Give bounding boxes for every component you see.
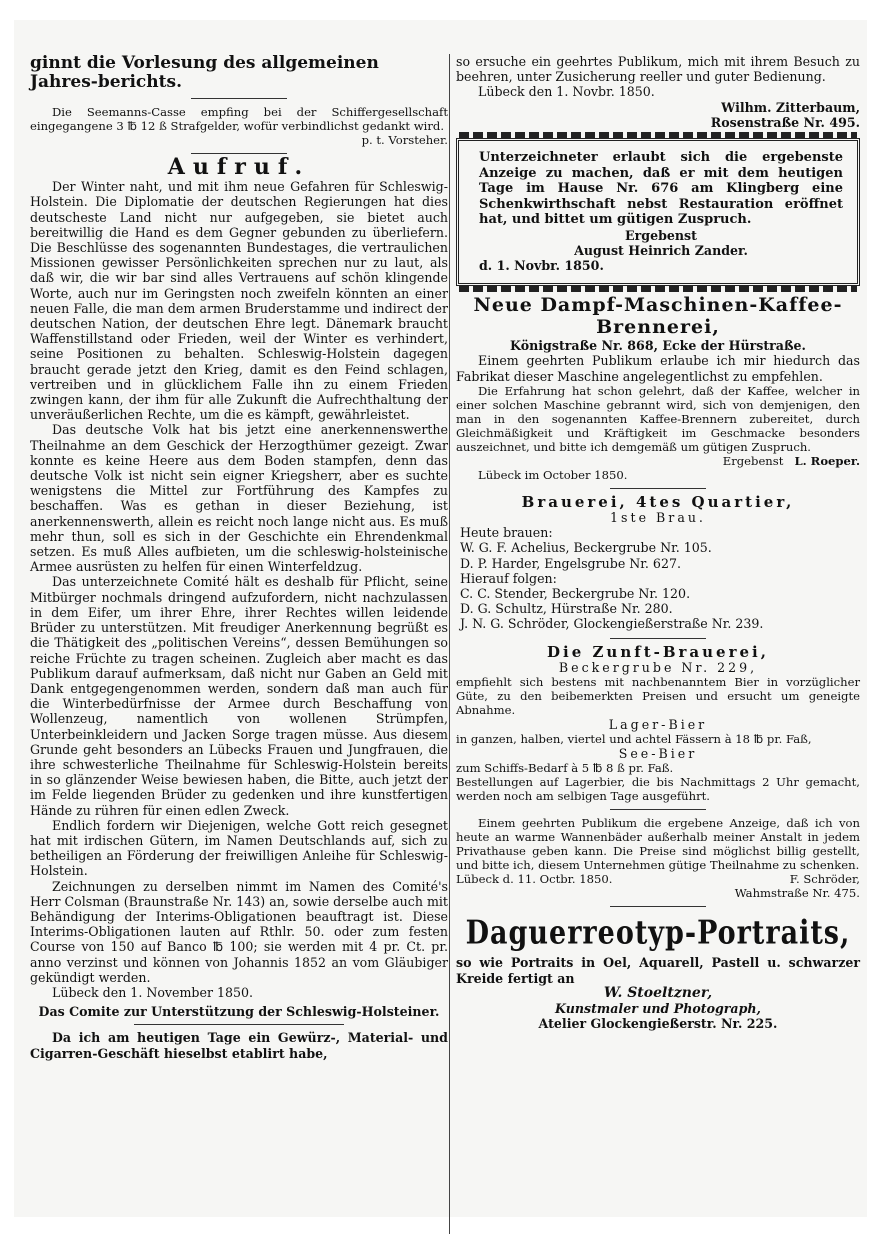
gewuerz-ad-continuation: so ersuche ein geehrtes Publikum, mich mit ihrem Besuch zu beehren, unter Zusicherung reeller und guter Bedienung. bbox=[456, 54, 860, 85]
brauerei-folgen-item: J. N. G. Schröder, Glockengießerstraße Nr. 239. bbox=[460, 616, 764, 632]
kaffee-ad-date: Lübeck im October 1850. bbox=[478, 467, 628, 482]
zander-ad-text: Unterzeichneter erlaubt sich die ergebenste Anzeige zu machen, daß er mit dem heutigen Tage im Hause Nr. 676 am Klingberg eine Schenkwirthschaft nebst Restauration eröffnet hat, und bittet um gütigen Zuspruch. bbox=[479, 150, 843, 228]
lager-bier-title: Lager-Bier bbox=[608, 716, 708, 732]
separator bbox=[610, 906, 706, 907]
bad-ad-text: Einem geehrten Publikum die ergebene Anzeige, daß ich von heute an warme Wannenbäder außerhalb meiner Anstalt in jedem Privathause geben kann. Die Preise sind möglichst billig gestellt, und bitte ich, diesem Unternehmen gütige Theilnahme zu schenken. bbox=[456, 816, 860, 873]
kaffee-ad-paragraph-2: Die Erfahrung hat schon gelehrt, daß der Kaffee, welcher in einer solchen Maschine gebrannt wird, sich von demjenigen, den man in den sogenannten Kaffee-Brennern zubereitet, durch Gleichmäßigkeit und Kräftigkeit im Geschmacke besonders auszeichnet, und bitte ich demgemäß um gütigen Zuspruch. bbox=[456, 383, 860, 454]
aufruf-date: Lübeck den 1. November 1850. bbox=[52, 984, 254, 1000]
daguerreotyp-title: Daguerreotyp-Portraits, bbox=[465, 915, 851, 953]
right-column bbox=[456, 54, 860, 1031]
seemann-signature: p. t. Vorsteher. bbox=[361, 133, 448, 147]
aufruf-paragraph-1: Der Winter naht, und mit ihm neue Gefahren für Schleswig-Holstein. Die Diplomatie der deutschen Regierungen hat dies deutscheste Land nicht nur aufgegeben, sie bietet auch bereitwillig die Hand es dem Gegner gebunden zu überliefern. Die Beschlüsse des sogenannten Bundestages, die vertraulichen Missionen gewisser Persönlichkeiten sprechen nur zu laut, als daß wir, die wir bar sind alles Vertrauens auf schön klingende Worte, auch nur im Geringsten noch zweifeln könnten an einer neuen Falle, die man dem armen Bruderstamme und indirect der deutschen Nation, der deutschen Ehre legt. Dänemark braucht Waffenstillstand oder Frieden, weil der Winter es verhindert, seine Positionen zu behalten. Schleswig-Holstein dagegen braucht gerade jetzt den Krieg, damit es den Feind schlagen, vertreiben und in glücklichem Falle ihn zu einem Frieden zwingen kann, der ihm für alle Zukunft die Aufrechthaltung der unveräußerlichen Rechte, um die es kämpft, gewährleistet. bbox=[30, 179, 448, 423]
newspaper-page bbox=[14, 20, 867, 1217]
kaffee-ad-sign-name: L. Roeper. bbox=[794, 453, 860, 468]
brauerei-folgen-item: D. G. Schultz, Hürstraße Nr. 280. bbox=[460, 601, 673, 617]
brauerei-heute-item: W. G. F. Achelius, Beckergrube Nr. 105. bbox=[460, 540, 712, 556]
report-continuation: ginnt die Vorlesung des allgemeinen Jahres-berichts. bbox=[30, 53, 379, 92]
daguerreotyp-name: W. Stoeltzner, bbox=[603, 984, 713, 1001]
gewuerz-ad-signature-address: Rosenstraße Nr. 495. bbox=[710, 114, 860, 130]
gewuerz-ad-start: Da ich am heutigen Tage ein Gewürz-, Material- und Cigarren-Geschäft hieselbst etablirt habe, bbox=[30, 1030, 448, 1061]
zunft-address: Beckergrube Nr. 229, bbox=[558, 659, 758, 675]
aufruf-paragraph-4: Endlich fordern wir Diejenigen, welche Gott reich gesegnet hat mit irdischen Gütern, im Namen Deutschlands auf, sich zu betheiligen an Förderung der freiwilligen Anleihe für Schleswig-Holstein. bbox=[30, 817, 448, 879]
kaffee-ad-title: Neue Dampf-Maschinen-Kaffee-Brennerei, bbox=[473, 294, 843, 339]
kaffee-ad-paragraph-1: Einem geehrten Publikum erlaube ich mir hiedurch das Fabrikat dieser Maschine angelegentlichst zu empfehlen. bbox=[456, 353, 860, 384]
see-bier-title: See-Bier bbox=[618, 746, 698, 762]
brauerei-folgen-item: C. C. Stender, Beckergrube Nr. 120. bbox=[460, 585, 691, 601]
zander-ad-name: August Heinrich Zander. bbox=[574, 242, 748, 258]
bad-ad-date: Lübeck d. 11. Octbr. 1850. bbox=[456, 872, 613, 887]
bad-ad-date-line bbox=[456, 872, 860, 886]
bad-ad-sign-address: Wahmstraße Nr. 475. bbox=[734, 886, 860, 901]
separator bbox=[610, 638, 706, 639]
separator bbox=[610, 488, 706, 489]
brauerei-folgen-label: Hierauf folgen: bbox=[460, 570, 557, 586]
bad-ad-sign-name: F. Schröder, bbox=[789, 872, 860, 887]
column-divider bbox=[449, 54, 450, 1234]
aufruf-heading: Aufruf. bbox=[167, 154, 311, 180]
aufruf-paragraph-3: Das unterzeichnete Comité hält es deshalb für Pflicht, seine Mitbürger nochmals dringend aufzufordern, nicht nachzulassen in dem Eifer, um ihrer Ehre, ihrer Rechtes willen leidende Brüder zu unterstützen. Mit freudiger Anerkennung begrüßt es die Thätigkeit des „politischen Vereins“, dessen Bemühungen so reiche Früchte zu tragen scheinen. Zugleich aber macht es das Publikum darauf aufmerksam, daß nicht nur Gaben an Geld mit Dank entgegengenommen werden, sondern daß man auch für die Winterbedürfnisse der Armee durch Beschaffung von Wollenzeug, namentlich von wollenen Strümpfen, Unterbeinkleidern und Jacken Sorge tragen müsse. Aus diesem Grunde geht besonders an Lübecks Frauen und Jungfrauen, die ihre schwesterliche Theilnahme für Schleswig-Holstein bereits in so glänzender Weise bewiesen haben, die Bitte, auch jetzt der im Felde liegenden Brüder zu gedenken und ihre kunstfertigen Hände zu rühren für einen edlen Zweck. bbox=[30, 574, 448, 818]
zunft-intro: empfiehlt sich bestens mit nachbenanntem Bier in vorzüglicher Güte, zu den beibemerkten Preisen und ersucht um geneigte Abnahme. bbox=[456, 674, 860, 717]
see-bier-text: zum Schiffs-Bedarf à 5 ℔ 8 ß pr. Faß. bbox=[456, 761, 674, 776]
gewuerz-ad-date: Lübeck den 1. Novbr. 1850. bbox=[478, 84, 655, 100]
separator bbox=[134, 1024, 344, 1025]
kaffee-ad-ergebenst: Ergebenst bbox=[722, 453, 784, 468]
zander-ad-date: d. 1. Novbr. 1850. bbox=[479, 257, 604, 273]
zander-ad-box bbox=[456, 138, 860, 286]
zunft-title: Die Zunft-Brauerei, bbox=[547, 642, 769, 661]
brauerei-title: Brauerei, 4tes Quartier, bbox=[521, 492, 795, 511]
daguerreotyp-address: Atelier Glockengießerstr. Nr. 225. bbox=[538, 1016, 778, 1032]
aufruf-paragraph-5: Zeichnungen zu derselben nimmt im Namen des Comité's Herr Colsman (Braunstraße Nr. 143) an, sowie derselbe auch mit Behändigung der Interims-Obligationen beauftragt ist. Diese Interims-Obligationen lauten auf Rthlr. 50. oder zum festen Course von 150 auf Banco ℔ 100; sie werden mit 4 pr. Ct. pr. anno verzinst und können von Johannis 1852 an vom Gläubiger gekündigt werden. bbox=[30, 878, 448, 985]
separator bbox=[610, 809, 706, 810]
zander-ad-ergebenst: Ergebenst bbox=[625, 227, 697, 243]
gewuerz-ad-signature-name: Wilhm. Zitterbaum, bbox=[721, 99, 860, 115]
brauerei-heute-item: D. P. Harder, Engelsgrube Nr. 627. bbox=[460, 555, 681, 571]
brauerei-heute-label: Heute brauen: bbox=[460, 525, 553, 541]
daguerreotyp-text: so wie Portraits in Oel, Aquarell, Pastell u. schwarzer Kreide fertigt an bbox=[456, 955, 860, 986]
kaffee-ad-signature bbox=[456, 454, 860, 468]
zunft-note: Bestellungen auf Lagerbier, die bis Nachmittags 2 Uhr gemacht, werden noch am selbigen Tage ausgeführt. bbox=[456, 775, 860, 804]
aufruf-paragraph-2: Das deutsche Volk hat bis jetzt eine anerkennenswerthe Theilnahme an dem Geschick der Herzogthümer gezeigt. Zwar konnte es keine Heere aus dem Boden stampfen, denn das deutsche Volk ist nicht sein eigner Kriegsherr, aber es suchte wenigstens die Mittel zur Fortführung des Kampfes zu beschaffen. Was es gethan in dieser Beziehung, ist anerkennenswerth, allein es reicht noch lange nicht aus. Es muß mehr thun, soll es sich in der Geschichte ein Ehrendenkmal setzen. Es muß Alles aufbieten, um die schleswig-holsteinische Armee ausrüsten zu helfen für einen Winterfeldzug. bbox=[30, 422, 448, 575]
seemann-notice: Die Seemanns-Casse empfing bei der Schiffergesellschaft eingegangene 3 ℔ 12 ß Strafgelder, wofür verbindlichst gedankt wird. bbox=[30, 105, 448, 133]
lager-bier-text: in ganzen, halben, viertel und achtel Fässern à 18 ℔ pr. Faß, bbox=[456, 732, 812, 747]
comite-signature: Das Comite zur Unterstützung der Schleswig-Holsteiner. bbox=[38, 1004, 440, 1020]
left-column bbox=[30, 54, 448, 1061]
separator bbox=[191, 98, 287, 99]
daguerreotyp-role: Kunstmaler und Photograph, bbox=[555, 1000, 761, 1016]
kaffee-ad-address: Königstraße Nr. 868, Ecke der Hürstraße. bbox=[510, 338, 806, 354]
brauerei-subtitle: 1ste Brau. bbox=[610, 509, 706, 525]
